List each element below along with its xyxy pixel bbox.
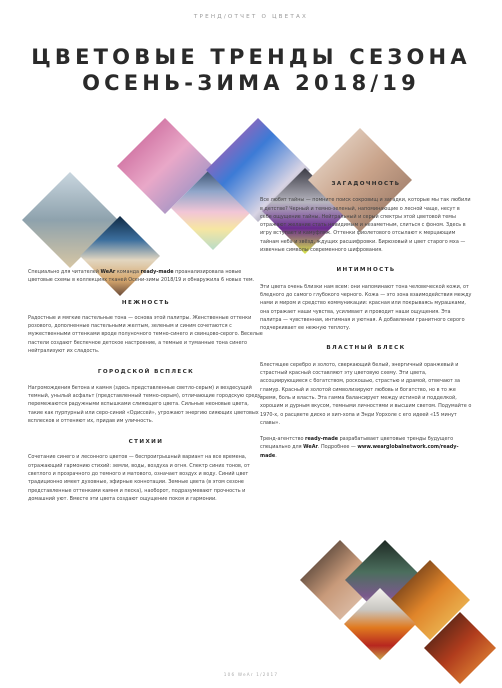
heading-elements: СТИХИИ xyxy=(128,439,164,446)
text-elements: Сочетание синего и лесонного цветов — беспроигрышный вариант на все времена, отражающий гармонию стихий: земли, воды, воздуха и огня. Спектр синих тонов, от светлого и прозрачного до темного и матового, означает воздух и воду. Синий цвет традиционно имеет духовные, эфирные коннотации. Земные цвета (в этом сезоне представленные оттенками камня и песка), наоборот, подразумевают прочность и домашний уют. Вместе эти цвета создают ощущение покоя и гармонии. xyxy=(28,454,250,502)
heading-power-glam: ВЛАСТНЫЙ БЛЕСК xyxy=(326,345,406,352)
page-footer: 106 WeAr 1/2017 xyxy=(223,672,279,677)
left-column xyxy=(28,268,264,503)
heading-tenderness: НЕЖНОСТЬ xyxy=(121,299,171,306)
text-intimacy: Эти цвета очень близки нам всем: они напоминают тона человеческой кожи, от бледного до самого глубокого черного. Кожа — это зона взаимодействия между нами и миром и средство коммуникации: красная или покрываясь мурашками, она отражает наши чувства, усиливает и проводит наши ощущения. Эта палитра — чувственная, интимная и уютная. А добавлении гранитного серого подчеркивает ее нежную теплоту. xyxy=(260,283,472,332)
text-tenderness: Радостные и мягкие пастельные тона — основа этой палитры. Женственные оттенки розового, дополненные пастельными желтым, зеленым и синим сочетаются с мужественными оттенками вроде полуночного темно-синего и свинцово-серого. Веселые пастели создают беспечное детское настроение, а темные и туманные тона синего нейтрализуют их сладость. xyxy=(28,314,263,355)
text-urban-burst: Нагромождения бетона и камня (здесь представленные светло-серым) и вездесущий темный, унылый асфальт (представленный темно-серым), отличающие городскую среду, перемежаются радужными вспышками слияющего цвета. Сильные неоновые цвета, такие как пурпурный или серо-синий «Одиссей», угрожают энергию сияющих цветовых всплесков и оттеняют их, придав им уличность. xyxy=(28,384,263,424)
text-mystery: Все любят тайны — помните поиск сокровищ и загадки, которые мы так любили в детстве? Черный и темно-зеленый, напоминающие о лесной чаще, несут в себе ощущение тайны. Нейтральный и серый спектры этой цветовой темы отражают желание стать невидимым и незаметным, слиться с фоном. Здесь в игру вступает и камуфляж. Оттенки фиолетового отсылают к мерцающим тайнам неба и звёзд, ждущих расшифровки. Бирюзовый и цвет старого мха — извечные символы современного шифрования. xyxy=(260,197,471,254)
right-column xyxy=(260,180,472,460)
title-line-2: ОСЕНЬ-ЗИМА 2018/19 xyxy=(82,71,420,95)
section-kicker: ТРЕНД/ОТЧЕТ О ЦВЕТАХ xyxy=(193,14,309,20)
heading-urban-burst: ГОРОДСКОЙ ВСПЛЕСК xyxy=(97,369,195,376)
heading-intimacy: ИНТИМНОСТЬ xyxy=(336,267,396,274)
outro-paragraph: Тренд-агентство ready-made разрабатывает цветовые тренды будущего специально для WeAr. Подробнее — www.weargl​obalnetwork.com/ready-made. xyxy=(260,436,459,459)
title-line-1: ЦВЕТОВЫЕ ТРЕНДЫ СЕЗОНА xyxy=(31,45,471,69)
text-power-glam: Блестящее серебро и золото, сверкающий белый, энергичный оранжевый и страстный красный составляют эту цветовую схему. Эти цвета, ассоциирующиеся с богатством, роскошью, страстью и драмой, отвечают за гламур. Красный и золотой символизируют любовь и богатство, но в то же время, боль и власть. Эта гамма балансирует между истиной и подделкой, хорошим и дурным вкусом, темными личностями и высшим светом. Подумайте о 1970-х, о расцвете диско и хип-хопа и Энди Уорхоле с его идеей «15 минут славы». xyxy=(260,361,472,426)
intro-paragraph: Специально для читателей WeAr команда ready-made проанализировала новые цветовые схемы в коллекциях тканей Осени-зимы 2018/19 и обнаружила 6 новых тем. xyxy=(28,269,255,284)
outro-link[interactable]: www.weargl​obalnetwork.com/ready-made xyxy=(260,444,459,459)
heading-mystery: ЗАГАДОЧНОСТЬ xyxy=(331,181,401,187)
